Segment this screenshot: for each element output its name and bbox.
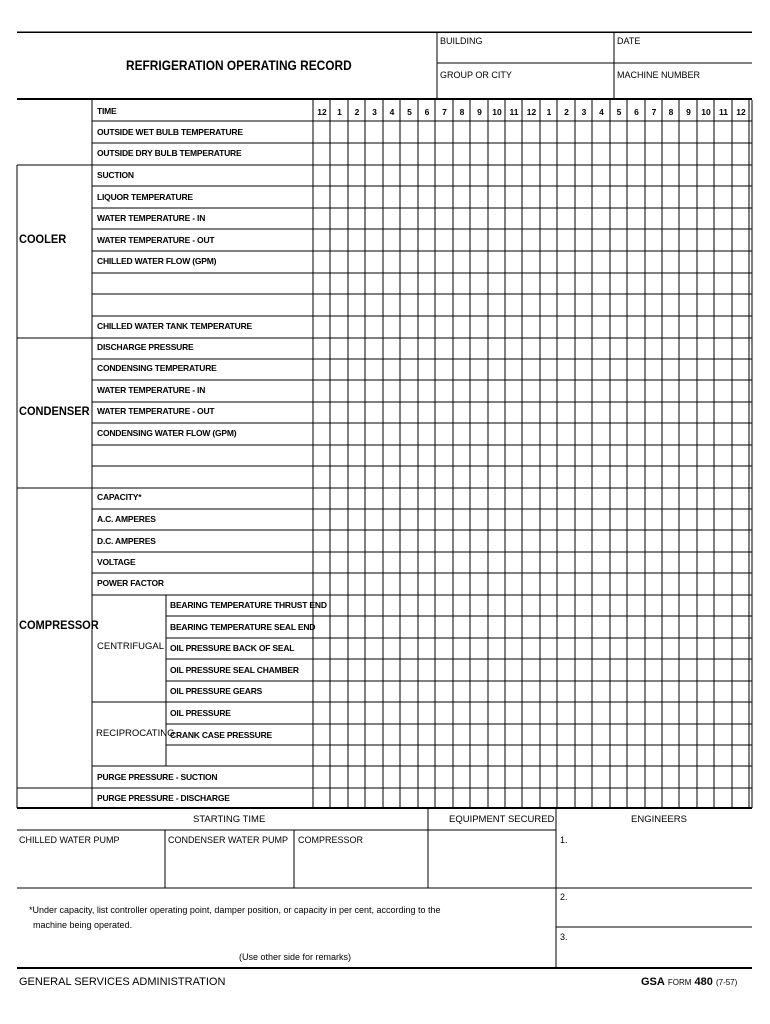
row-chilled-water-flow: CHILLED WATER FLOW (GPM)	[97, 256, 217, 266]
group-or-city-field-label: GROUP OR CITY	[440, 70, 512, 80]
row-liquor-temperature: LIQUOR TEMPERATURE	[97, 192, 193, 202]
hour-label: 5	[616, 107, 622, 117]
hour-label: 8	[668, 107, 674, 117]
hour-label: 7	[651, 107, 657, 117]
row-outside-dry-bulb: OUTSIDE DRY BULB TEMPERATURE	[97, 148, 242, 158]
section-compressor: COMPRESSOR	[19, 618, 99, 632]
remarks-note: (Use other side for remarks)	[239, 952, 352, 962]
row-oil-gears: OIL PRESSURE GEARS	[170, 686, 263, 696]
row-purge-discharge: PURGE PRESSURE - DISCHARGE	[97, 793, 230, 803]
row-suction: SUCTION	[97, 170, 134, 180]
row-dc-amperes: D.C. AMPERES	[97, 536, 156, 546]
engineer-2-label: 2.	[560, 892, 568, 902]
hour-label: 9	[686, 107, 691, 117]
row-chilled-water-tank: CHILLED WATER TANK TEMPERATURE	[97, 321, 253, 331]
hour-label: 12	[317, 107, 327, 117]
chilled-water-pump-label: CHILLED WATER PUMP	[19, 835, 120, 845]
hour-label: 10	[492, 107, 502, 117]
hour-label: 9	[477, 107, 482, 117]
date-field-label: DATE	[617, 36, 641, 46]
hour-label: 7	[442, 107, 447, 117]
section-condenser: CONDENSER	[19, 404, 90, 418]
hour-label: 4	[389, 107, 395, 117]
row-condensing-temperature: CONDENSING TEMPERATURE	[97, 363, 217, 373]
form-word: FORM	[667, 978, 692, 987]
hour-label: 1	[546, 107, 552, 117]
section-cooler: COOLER	[19, 232, 67, 246]
row-crank-case: CRANK CASE PRESSURE	[170, 730, 272, 740]
row-cooler-water-in: WATER TEMPERATURE - IN	[97, 213, 206, 223]
footnote-line-1: *Under capacity, list controller operating point, damper position, or capacity in per cent, according to the	[29, 905, 441, 915]
engineers-label: ENGINEERS	[631, 814, 687, 825]
hour-label: 5	[407, 107, 412, 117]
row-condenser-water-in: WATER TEMPERATURE - IN	[97, 385, 206, 395]
row-bearing-seal: BEARING TEMPERATURE SEAL END	[170, 622, 316, 632]
row-capacity: CAPACITY*	[97, 492, 142, 502]
hour-label: 12	[736, 107, 746, 117]
row-condensing-water-flow: CONDENSING WATER FLOW (GPM)	[97, 428, 237, 438]
row-power-factor: POWER FACTOR	[97, 578, 164, 588]
row-outside-wet-bulb: OUTSIDE WET BULB TEMPERATURE	[97, 127, 243, 137]
form-number: 480	[694, 976, 713, 988]
row-voltage: VOLTAGE	[97, 557, 136, 567]
row-bearing-thrust: BEARING TEMPERATURE THRUST END	[170, 600, 327, 610]
row-oil-seal-chamber: OIL PRESSURE SEAL CHAMBER	[170, 665, 299, 675]
hour-label: 3	[581, 107, 587, 117]
hour-label: 2	[354, 107, 360, 117]
form-title: REFRIGERATION OPERATING RECORD	[126, 57, 352, 73]
form-id	[641, 977, 737, 988]
building-field-label: BUILDING	[440, 36, 483, 46]
agency-name: GENERAL SERVICES ADMINISTRATION	[19, 976, 226, 988]
hour-label: 10	[701, 107, 711, 117]
row-oil-back-seal: OIL PRESSURE BACK OF SEAL	[170, 643, 295, 653]
compressor-start-label: COMPRESSOR	[298, 835, 364, 845]
hour-label: 12	[526, 107, 537, 117]
row-discharge-pressure: DISCHARGE PRESSURE	[97, 342, 194, 352]
form-prefix: GSA	[641, 976, 665, 988]
hour-label: 2	[564, 107, 569, 117]
row-ac-amperes: A.C. AMPERES	[97, 514, 156, 524]
condenser-water-pump-label: CONDENSER WATER PUMP	[168, 835, 289, 845]
equipment-secured-label: EQUIPMENT SECURED	[449, 814, 555, 825]
row-oil-pressure: OIL PRESSURE	[170, 708, 231, 718]
footnote-line-2: machine being operated.	[33, 920, 133, 930]
engineer-1-label: 1.	[560, 835, 568, 845]
engineer-3-label: 3.	[560, 932, 568, 942]
row-purge-suction: PURGE PRESSURE - SUCTION	[97, 772, 218, 782]
hour-label: 11	[719, 107, 728, 117]
hour-label: 3	[372, 107, 377, 117]
section-centrifugal: CENTRIFUGAL	[97, 641, 165, 652]
hour-label: 1	[337, 107, 342, 117]
time-label: TIME	[97, 106, 117, 116]
hour-label: 4	[599, 107, 604, 117]
form-date: (7-57)	[715, 978, 738, 987]
row-cooler-water-out: WATER TEMPERATURE - OUT	[97, 235, 215, 245]
hour-label: 8	[459, 107, 465, 117]
hour-label: 11	[509, 107, 519, 117]
row-condenser-water-out: WATER TEMPERATURE - OUT	[97, 406, 215, 416]
machine-number-field-label: MACHINE NUMBER	[617, 70, 701, 80]
hour-label: 6	[424, 107, 430, 117]
hour-label: 6	[634, 107, 639, 117]
starting-time-label: STARTING TIME	[193, 814, 266, 825]
section-reciprocating: RECIPROCATING	[96, 728, 175, 739]
